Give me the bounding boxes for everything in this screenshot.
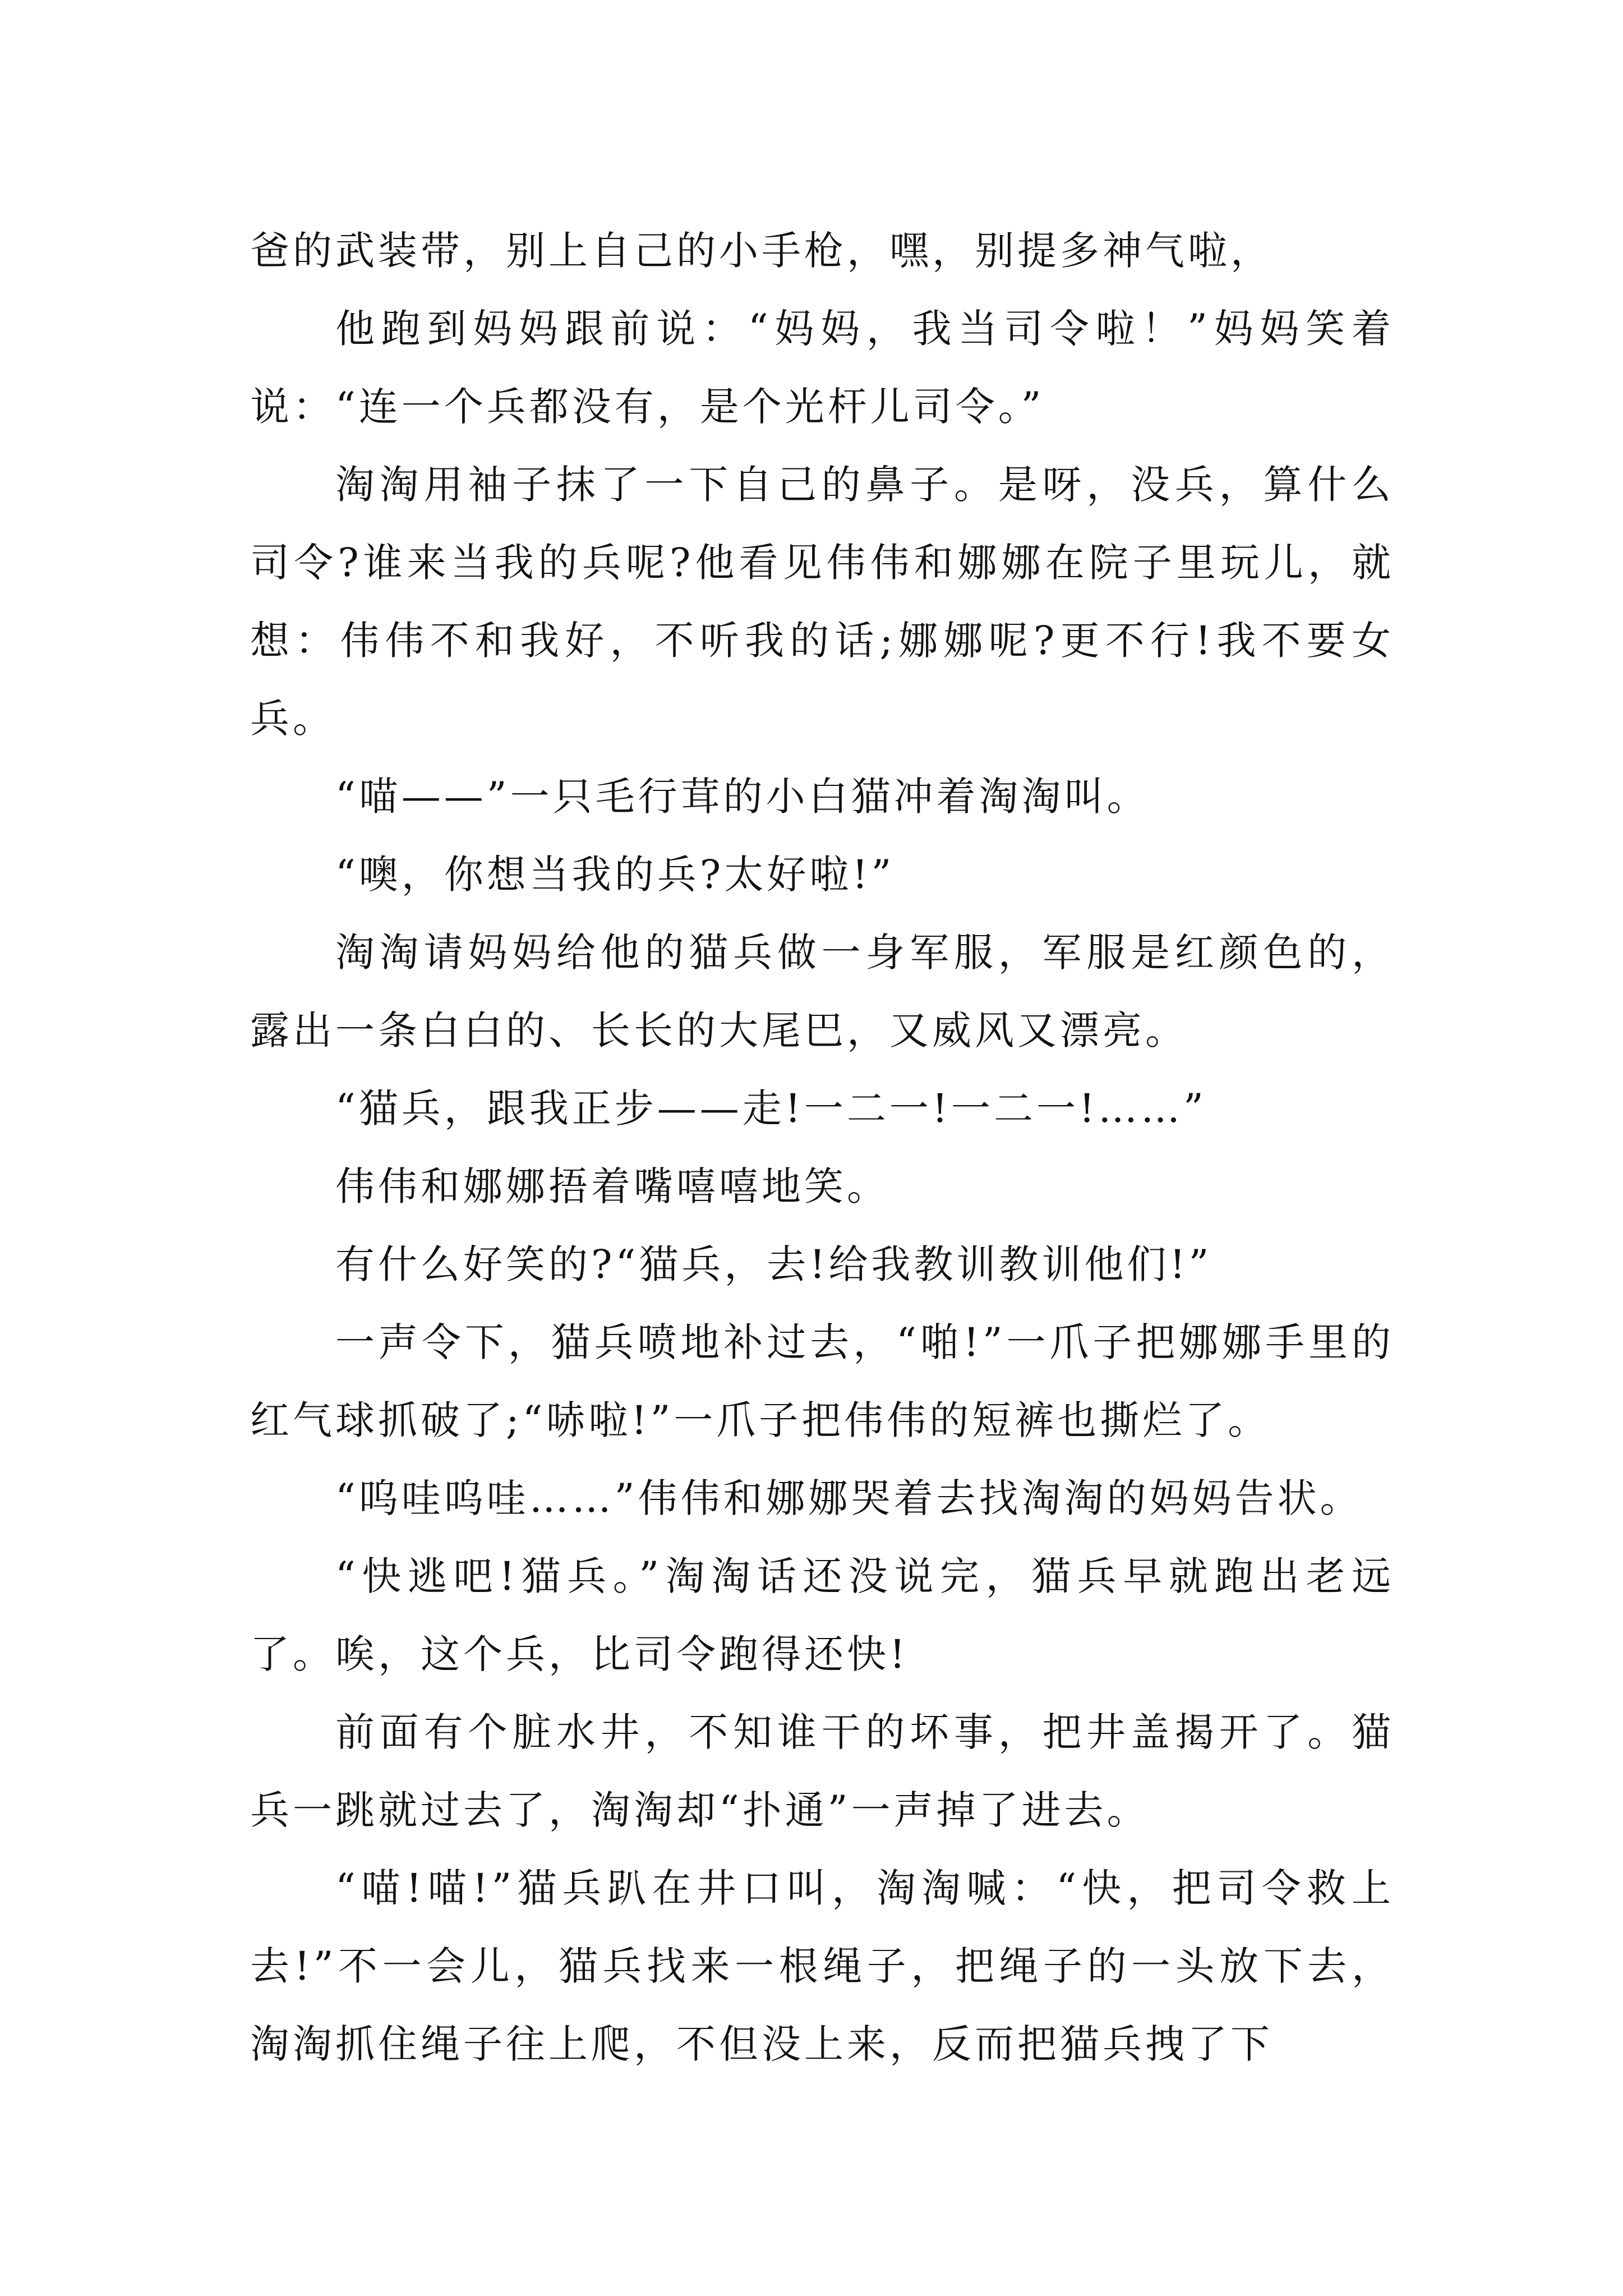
paragraph-8: 伟伟和娜娜捂着嘴嘻嘻地笑。 — [335, 1163, 889, 1209]
story-text — [250, 212, 1394, 2083]
paragraph-14: “喵!喵!”猫兵趴在井口叫，淘淘喊：“快，把司令救上去!”不一会儿，猫兵找来一根绳子，把绳子的一头放下去，淘淘抓住绳子往上爬，不但没上来，反而把猫兵拽了下 — [250, 1865, 1394, 2067]
paragraph-6: 淘淘请妈妈给他的猫兵做一身军服，军服是红颜色的，露出一条白白的、长长的大尾巴，又威风又漂亮。 — [250, 930, 1394, 1053]
paragraph-13: 前面有个脏水井，不知谁干的坏事，把井盖揭开了。猫兵一跳就过去了，淘淘却“扑通”一声掉了进去。 — [250, 1709, 1394, 1833]
paragraph-3: 淘淘用袖子抹了一下自己的鼻子。是呀，没兵，算什么司令?谁来当我的兵呢?他看见伟伟和娜娜在院子里玩儿，就想：伟伟不和我好，不听我的话;娜娜呢?更不行!我不要女兵。 — [250, 462, 1394, 742]
paragraph-10: 一声令下，猫兵喷地补过去，“啪!”一爪子把娜娜手里的红气球抓破了;“哧啦!”一爪子把伟伟的短裤也撕烂了。 — [250, 1319, 1394, 1443]
paragraph-12: “快逃吧!猫兵。”淘淘话还没说完，猫兵早就跑出老远了。唉，这个兵，比司令跑得还快! — [250, 1553, 1394, 1677]
paragraph-4: “喵——”一只毛行茸的小白猫冲着淘淘叫。 — [335, 774, 1150, 820]
paragraph-2: 他跑到妈妈跟前说：“妈妈，我当司令啦！”妈妈笑着说：“连一个兵都没有，是个光杆儿司令。” — [250, 306, 1394, 430]
paragraph-11: “呜哇呜哇……”伟伟和娜娜哭着去找淘淘的妈妈告状。 — [335, 1475, 1363, 1521]
paragraph-1: 爸的武装带，别上自己的小手枪，嘿，别提多神气啦， — [250, 228, 1273, 274]
paragraph-5: “噢，你想当我的兵?太好啦!” — [335, 852, 895, 898]
paragraph-9: 有什么好笑的?“猫兵，去!给我教训教训他们!” — [335, 1241, 1212, 1287]
paragraph-7: “猫兵，跟我正步——走!一二一!一二一!……” — [335, 1085, 1207, 1131]
